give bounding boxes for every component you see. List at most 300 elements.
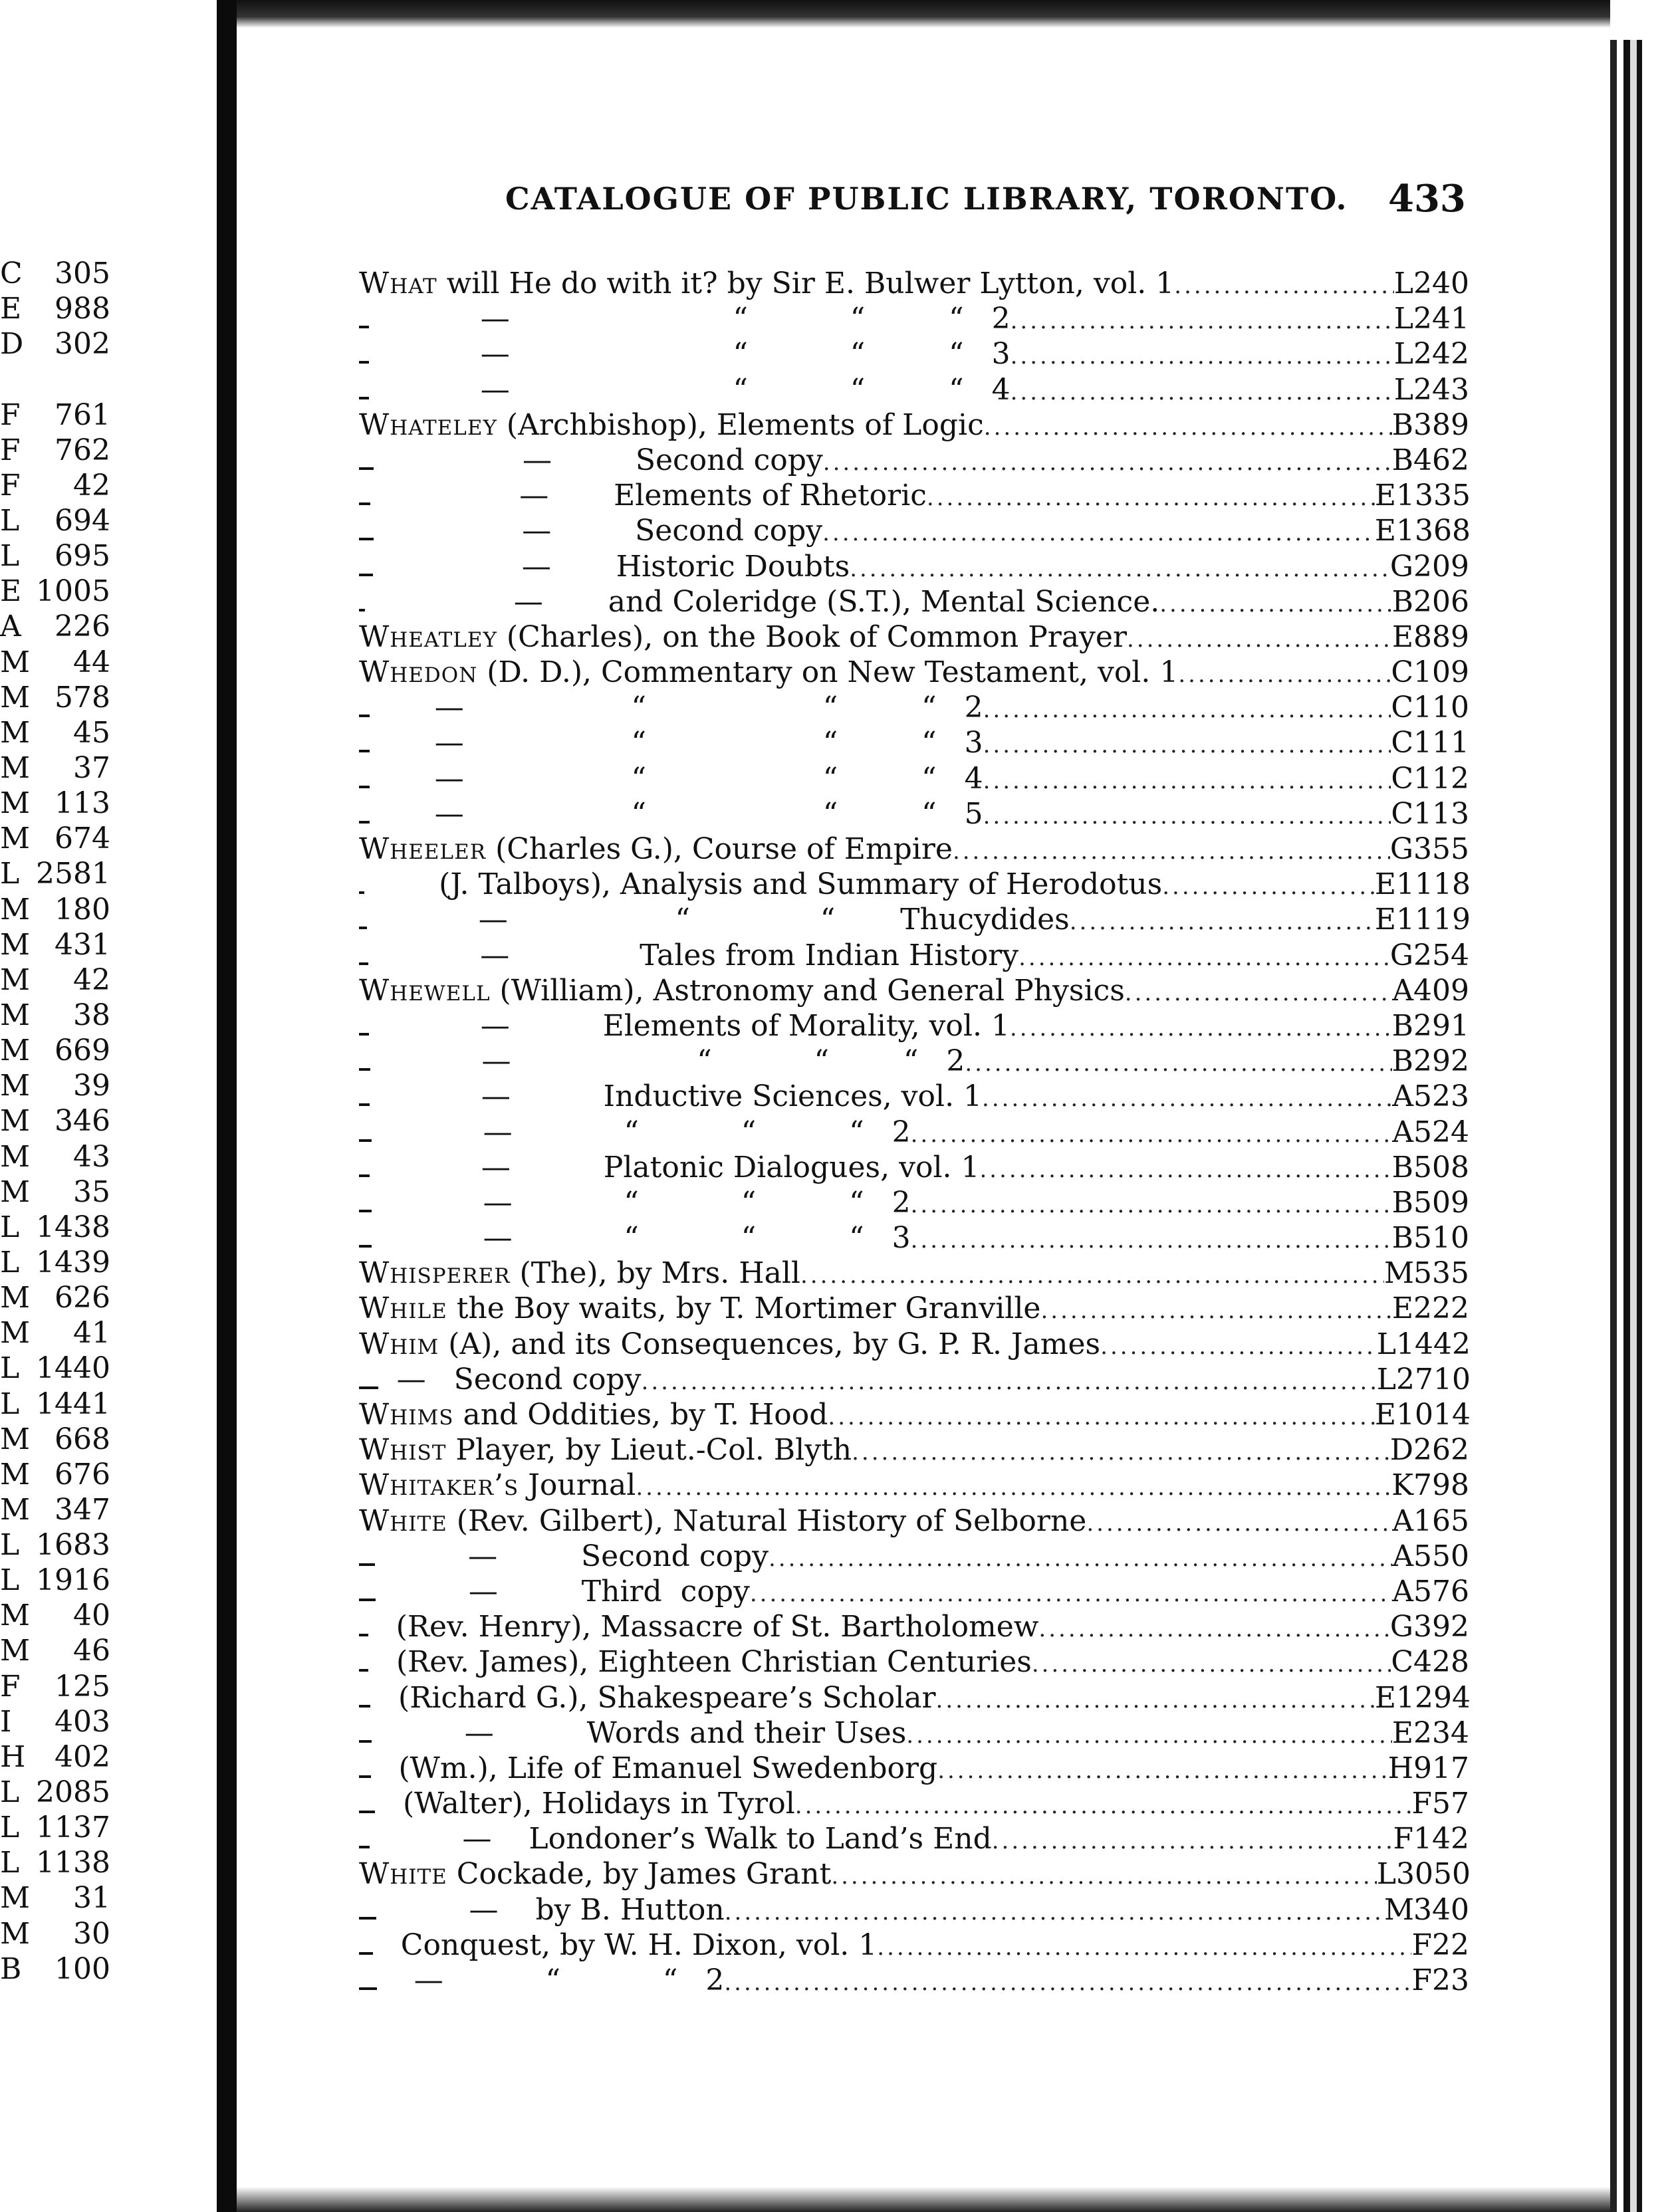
catalogue-entry: [359, 761, 1469, 796]
entry-number: 1442: [1396, 1327, 1471, 1361]
entry-class-letter: E: [1391, 619, 1414, 654]
entry-number: 234: [1413, 1715, 1469, 1750]
left-row-number: 113: [55, 786, 110, 821]
entry-number: 889: [1413, 619, 1469, 654]
entry-number: 111: [1413, 726, 1469, 760]
dot-leader: [983, 728, 1391, 763]
left-row-number: 43: [73, 1139, 110, 1174]
dot-leader: [823, 445, 1392, 481]
left-row-class: E: [0, 574, 22, 609]
left-row-number: 100: [55, 1951, 110, 1986]
entry-title: — “ “ “ 4: [369, 761, 983, 796]
left-row-number: 669: [55, 1034, 110, 1068]
catalogue-entry: [359, 1856, 1469, 1892]
catalogue-entry: [359, 1609, 1469, 1644]
left-column-row: [0, 786, 120, 821]
catalogue-entry: [359, 1786, 1469, 1821]
entry-number: 428: [1413, 1645, 1469, 1680]
entry-title: — “ “ “ 3: [371, 1221, 911, 1256]
left-row-number: 39: [73, 1069, 110, 1103]
left-row-number: 46: [73, 1634, 110, 1668]
left-row-class: M: [0, 1422, 31, 1456]
entry-title: (Rev. Henry), Massacre of St. Bartholomew: [368, 1610, 1039, 1644]
ditto-rule: [359, 821, 370, 824]
entry-heading: Whateley: [359, 407, 497, 442]
left-column-row: [0, 397, 120, 433]
left-row-class: [0, 362, 27, 397]
entry-heading: Whims: [359, 1398, 454, 1432]
dot-leader: [983, 764, 1391, 799]
catalogue-entry: [359, 1751, 1469, 1786]
left-column-row: [0, 256, 120, 291]
entry-title: — Words and their Uses: [371, 1715, 907, 1750]
entry-class-letter: F: [1411, 1963, 1432, 1997]
left-row-class: H: [0, 1739, 26, 1774]
entry-number: 509: [1413, 1185, 1469, 1220]
ditto-rule: [359, 715, 370, 717]
entry-title: — Inductive Sciences, vol. 1: [369, 1079, 983, 1114]
entry-heading: Whist: [359, 1433, 447, 1468]
left-row-number: 676: [55, 1457, 110, 1492]
left-column-row: [0, 1951, 120, 1987]
left-row-number: 1005: [36, 574, 110, 609]
left-row-number: 674: [55, 822, 110, 856]
ditto-rule: [359, 326, 369, 328]
dot-leader: [800, 1258, 1384, 1293]
entry-number: 112: [1413, 761, 1469, 796]
entry-class-letter: G: [1389, 938, 1414, 972]
dot-leader: [795, 1789, 1412, 1824]
left-column-row: [0, 1174, 120, 1210]
left-row-number: 44: [73, 645, 110, 679]
ditto-rule: [359, 397, 369, 399]
entry-title: — Third copy: [376, 1574, 750, 1608]
left-column-row: [0, 1210, 120, 1245]
entry-title: Player, by Lieut.-Col. Blyth: [446, 1433, 852, 1468]
catalogue-entry: [359, 655, 1469, 690]
left-column-row: [0, 1739, 120, 1775]
dot-leader: [1011, 304, 1394, 339]
dot-leader: [1011, 375, 1394, 410]
left-row-class: M: [0, 645, 31, 679]
left-row-number: 40: [73, 1599, 110, 1633]
dot-leader: [982, 1081, 1392, 1117]
entry-number: 292: [1413, 1044, 1469, 1079]
entry-number: 917: [1413, 1751, 1469, 1785]
left-row-class: M: [0, 1492, 31, 1527]
left-column-row: [0, 1068, 120, 1103]
dot-leader: [1125, 976, 1392, 1011]
ditto-rule: [359, 1987, 377, 1990]
catalogue-entry: [359, 301, 1469, 336]
left-row-class: A: [0, 609, 21, 644]
entry-class-letter: B: [1391, 1044, 1414, 1079]
entry-number: 23: [1432, 1963, 1469, 1997]
entry-number: 240: [1413, 267, 1469, 300]
left-row-number: 431: [55, 927, 110, 962]
entry-title: (William), Astronomy and General Physics: [490, 973, 1125, 1008]
entry-title: — “ “ “ 3: [368, 337, 1011, 372]
entry-class-letter: B: [1391, 1185, 1414, 1220]
catalogue-entries: [359, 266, 1469, 1998]
left-column-row: [0, 1845, 120, 1880]
left-row-class: L: [0, 1811, 20, 1845]
ditto-rule: [359, 1740, 372, 1743]
catalogue-entry: [359, 867, 1469, 902]
entry-number: 109: [1413, 655, 1469, 690]
entry-title: — “ “ “ 2: [371, 1185, 911, 1220]
ditto-rule: [359, 1599, 376, 1601]
left-column-row: [0, 1351, 120, 1386]
left-column-row: [0, 362, 120, 397]
entry-number: 242: [1413, 337, 1469, 372]
catalogue-entry: [359, 1256, 1469, 1291]
entry-class-letter: A: [1392, 1115, 1414, 1149]
entry-title: — “ “ Thucydides: [366, 903, 1070, 937]
entry-number: 165: [1413, 1503, 1469, 1538]
entry-title: (Rev. Gilbert), Natural History of Selborne: [447, 1503, 1087, 1538]
catalogue-entry: [359, 1892, 1469, 1928]
left-row-class: F: [0, 1669, 21, 1704]
ditto-rule: [359, 1917, 376, 1920]
entry-class-letter: A: [1392, 1539, 1414, 1573]
left-row-class: M: [0, 1069, 31, 1103]
ditto-rule: [359, 1103, 370, 1106]
catalogue-entry: [359, 1079, 1469, 1114]
catalogue-entry: [359, 513, 1469, 548]
catalogue-entry: [359, 1185, 1469, 1220]
dot-leader: [937, 1753, 1387, 1789]
ditto-rule: [359, 1705, 370, 1708]
catalogue-entry: [359, 372, 1469, 407]
entry-class-letter: A: [1392, 1574, 1414, 1608]
left-row-class: L: [0, 1775, 20, 1810]
left-row-class: M: [0, 1174, 31, 1209]
dot-leader: [983, 693, 1391, 728]
entry-number: 1368: [1396, 514, 1471, 548]
left-row-number: 1683: [36, 1528, 110, 1563]
left-row-number: 694: [55, 503, 110, 538]
entry-class-letter: E: [1374, 903, 1396, 937]
entry-title: — Elements of Rhetoric: [370, 479, 927, 513]
left-column-row: [0, 574, 120, 609]
entry-class-letter: E: [1391, 1291, 1414, 1326]
left-column-row: [0, 1386, 120, 1422]
catalogue-entry: [359, 1291, 1469, 1326]
entry-class-letter: F: [1411, 1787, 1432, 1821]
entry-number: 113: [1413, 796, 1469, 831]
entry-title: (Archbishop), Elements of Logic: [497, 407, 984, 442]
left-row-number: 305: [55, 257, 110, 290]
left-row-number: 668: [55, 1422, 110, 1456]
ditto-rule: [359, 467, 374, 470]
dot-leader: [1018, 940, 1390, 976]
entry-title: the Boy waits, by T. Mortimer Granville: [447, 1291, 1041, 1326]
left-column-row: [0, 1492, 120, 1527]
dot-leader: [1010, 1011, 1392, 1046]
entry-number: 535: [1413, 1256, 1469, 1291]
entry-number: 389: [1413, 407, 1469, 442]
left-row-number: 2085: [36, 1775, 110, 1810]
catalogue-entry: [359, 1539, 1469, 1574]
entry-class-letter: L: [1393, 267, 1414, 300]
entry-title: (Wm.), Life of Emanuel Swedenborg: [370, 1751, 938, 1785]
left-column-row: [0, 856, 120, 891]
entry-class-letter: G: [1389, 549, 1414, 584]
left-row-number: 403: [55, 1704, 110, 1739]
ditto-rule: [359, 962, 368, 965]
dot-leader: [724, 1965, 1411, 2001]
page-header-title: CATALOGUE OF PUBLIC LIBRARY, TORONTO.: [505, 181, 1348, 217]
dot-leader: [936, 1683, 1375, 1718]
entry-title: Cockade, by James Grant: [447, 1857, 832, 1892]
left-column-row: [0, 326, 120, 362]
left-row-number: 38: [73, 998, 110, 1032]
ditto-rule: [359, 1669, 368, 1672]
left-row-class: M: [0, 1916, 31, 1951]
left-row-number: 31: [73, 1881, 110, 1916]
entry-class-letter: A: [1392, 973, 1414, 1008]
left-row-class: M: [0, 786, 31, 821]
dot-leader: [927, 481, 1375, 516]
catalogue-entry: [359, 796, 1469, 831]
left-column-row: [0, 1280, 120, 1315]
entry-title: — Second copy: [378, 1362, 642, 1396]
dot-leader: [642, 1365, 1377, 1400]
ditto-rule: [359, 1563, 375, 1566]
entry-class-letter: E: [1374, 514, 1396, 548]
left-column-row: [0, 1810, 120, 1845]
dot-leader: [983, 799, 1391, 834]
left-row-number: 578: [55, 680, 110, 715]
entry-title: — Elements of Morality, vol. 1: [368, 1008, 1010, 1043]
entry-number: 3050: [1396, 1857, 1471, 1892]
left-column-row: [0, 1527, 120, 1563]
entry-number: 57: [1432, 1787, 1469, 1821]
entry-class-letter: B: [1391, 1221, 1414, 1256]
entry-heading: Whitaker’s: [359, 1468, 519, 1503]
ditto-rule: [359, 1068, 370, 1071]
left-row-number: 302: [55, 327, 110, 362]
catalogue-entry: [359, 1327, 1469, 1362]
entry-number: 1118: [1396, 867, 1471, 902]
catalogue-entry: [359, 831, 1469, 867]
entry-number: 206: [1413, 584, 1469, 619]
left-column-row: [0, 1033, 120, 1068]
entry-title: (J. Talboys), Analysis and Summary of Herodotus: [364, 867, 1163, 902]
dot-leader: [1011, 339, 1394, 374]
entry-title: (The), by Mrs. Hall: [510, 1256, 800, 1291]
entry-heading: White: [359, 1503, 447, 1538]
left-row-class: L: [0, 857, 20, 891]
left-row-class: B: [0, 1951, 22, 1986]
entry-number: 523: [1413, 1079, 1469, 1114]
entry-heading: Whim: [359, 1327, 439, 1361]
scan-top-edge: [237, 0, 1610, 28]
scan-bottom-edge: [237, 2187, 1610, 2212]
entry-heading: Wheatley: [359, 619, 497, 654]
left-row-number: 37: [73, 750, 110, 785]
catalogue-entry: [359, 619, 1469, 655]
entry-title: — Tales from Indian History: [368, 938, 1019, 972]
entry-number: 243: [1413, 372, 1469, 407]
entry-number: 798: [1413, 1468, 1469, 1503]
entry-title: — “ “ “ 4: [368, 372, 1011, 407]
left-row-class: M: [0, 1599, 31, 1633]
dot-leader: [877, 1930, 1411, 1965]
entry-class-letter: C: [1391, 796, 1414, 831]
entry-class-letter: L: [1376, 1327, 1396, 1361]
catalogue-entry: [359, 1115, 1469, 1150]
ditto-rule: [359, 502, 370, 505]
entry-class-letter: E: [1391, 1715, 1414, 1750]
left-column-row: [0, 538, 120, 574]
left-row-class: L: [0, 1528, 20, 1563]
catalogue-entry: [359, 1821, 1469, 1856]
left-row-class: M: [0, 1881, 31, 1916]
ditto-rule: [359, 1634, 368, 1636]
left-row-class: M: [0, 750, 31, 785]
left-row-number: 2581: [36, 857, 110, 891]
catalogue-entry: [359, 443, 1469, 478]
left-row-class: L: [0, 1563, 20, 1598]
entry-number: 2710: [1396, 1362, 1471, 1396]
dot-leader: [1127, 622, 1392, 657]
left-column-row: [0, 1775, 120, 1810]
book-gutter: [217, 0, 237, 2212]
left-row-class: M: [0, 1281, 31, 1315]
catalogue-entry: [359, 1397, 1469, 1432]
dot-leader: [1038, 1612, 1389, 1647]
dot-leader: [984, 410, 1392, 445]
catalogue-entry: [359, 1963, 1469, 1998]
left-row-number: 1440: [36, 1351, 110, 1386]
left-column-row: [0, 1880, 120, 1916]
ditto-rule: [359, 1775, 371, 1778]
left-row-number: 35: [73, 1174, 110, 1209]
entry-heading: Whisperer: [359, 1256, 511, 1291]
entry-title: — “ “ “ 2: [369, 691, 983, 725]
left-row-class: C: [0, 257, 23, 290]
entry-title: — Second copy: [373, 514, 823, 548]
entry-class-letter: E: [1374, 479, 1396, 513]
entry-class-letter: E: [1374, 1398, 1396, 1432]
entry-number: 462: [1413, 443, 1469, 477]
entry-class-letter: M: [1384, 1892, 1415, 1927]
left-row-number: 626: [55, 1281, 110, 1315]
entry-number: 262: [1413, 1433, 1469, 1468]
left-column-row: [0, 821, 120, 856]
entry-class-letter: A: [1392, 1079, 1414, 1114]
catalogue-entry: [359, 1503, 1469, 1539]
entry-title: — Second copy: [374, 443, 823, 477]
left-row-number: 402: [55, 1739, 110, 1774]
entry-number: 508: [1413, 1150, 1469, 1184]
dot-leader: [822, 516, 1375, 551]
dot-leader: [1174, 269, 1394, 304]
entry-title: — Platonic Dialogues, vol. 1: [370, 1150, 980, 1184]
entry-number: 254: [1413, 938, 1469, 972]
dot-leader: [831, 1859, 1376, 1894]
entry-number: 340: [1413, 1892, 1469, 1927]
dot-leader: [828, 1400, 1374, 1435]
entry-class-letter: L: [1393, 372, 1414, 407]
left-column-row: [0, 1315, 120, 1351]
entry-number: 550: [1413, 1539, 1469, 1573]
ditto-rule: [359, 1139, 372, 1142]
entry-number: 142: [1413, 1822, 1469, 1856]
dot-leader: [965, 1046, 1391, 1081]
entry-heading: Whewell: [359, 973, 491, 1008]
left-row-number: 1438: [36, 1210, 110, 1244]
dot-leader: [769, 1541, 1392, 1577]
entry-class-letter: M: [1384, 1256, 1415, 1291]
catalogue-entry: [359, 1220, 1469, 1256]
left-row-class: M: [0, 680, 31, 715]
entry-class-letter: C: [1391, 691, 1414, 725]
left-row-number: 346: [55, 1104, 110, 1139]
previous-page-column: [0, 256, 120, 1987]
catalogue-entry: [359, 407, 1469, 443]
entry-class-letter: E: [1374, 1680, 1396, 1715]
left-column-row: [0, 609, 120, 644]
entry-heading: White: [359, 1857, 447, 1892]
entry-number: 510: [1413, 1221, 1469, 1256]
left-row-class: L: [0, 1846, 20, 1880]
entry-class-letter: C: [1391, 1645, 1414, 1680]
left-row-class: M: [0, 1104, 31, 1139]
catalogue-entry: [359, 938, 1469, 973]
left-row-class: E: [0, 292, 22, 326]
catalogue-entry: [359, 1468, 1469, 1503]
entry-class-letter: C: [1391, 655, 1414, 690]
ditto-rule: [359, 361, 369, 364]
entry-title: — “ “ “ 5: [369, 796, 983, 831]
dot-leader: [725, 1895, 1384, 1930]
left-row-number: 180: [55, 892, 110, 927]
entry-class-letter: B: [1391, 1008, 1414, 1043]
entry-number: 524: [1413, 1115, 1469, 1149]
ditto-rule: [359, 750, 370, 752]
left-row-class: I: [0, 1704, 12, 1739]
dot-leader: [980, 1153, 1392, 1188]
left-column-row: [0, 291, 120, 326]
entry-title: — “ “ “ 3: [369, 726, 983, 760]
left-row-class: L: [0, 1386, 20, 1421]
entry-number: 576: [1413, 1574, 1469, 1608]
left-row-class: L: [0, 1210, 20, 1244]
left-row-number: 1138: [36, 1846, 110, 1880]
catalogue-entry: [359, 1644, 1469, 1680]
entry-class-letter: K: [1391, 1468, 1414, 1503]
ditto-rule: [359, 1245, 372, 1248]
left-column-row: [0, 1457, 120, 1492]
dot-leader: [1162, 869, 1375, 905]
entry-heading: Wheeler: [359, 832, 487, 866]
entry-number: 291: [1413, 1008, 1469, 1043]
catalogue-entry: [359, 336, 1469, 372]
left-column-row: [0, 433, 120, 468]
left-row-class: M: [0, 715, 31, 750]
left-row-class: F: [0, 433, 21, 467]
left-row-class: M: [0, 1457, 31, 1492]
left-column-row: [0, 1916, 120, 1951]
left-column-row: [0, 962, 120, 998]
left-column-row: [0, 645, 120, 680]
catalogue-entry: [359, 690, 1469, 725]
catalogue-entry: [359, 549, 1469, 584]
left-row-class: M: [0, 892, 31, 927]
